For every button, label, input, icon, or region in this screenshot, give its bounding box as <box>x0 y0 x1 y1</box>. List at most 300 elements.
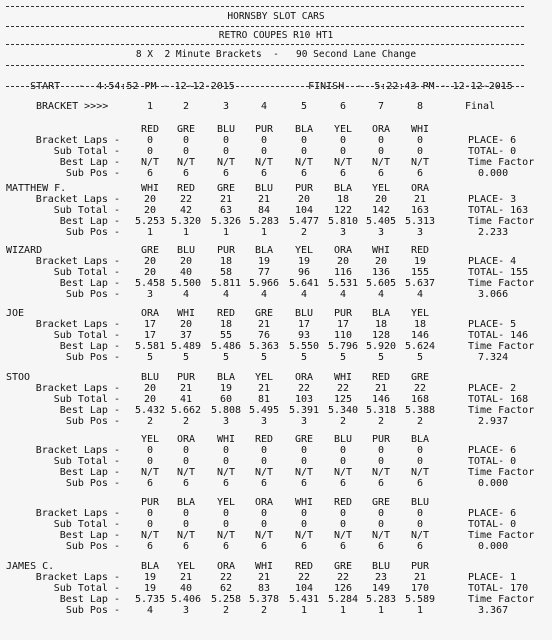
sub-total-value: 77 <box>257 267 271 278</box>
bracket-laps-value: 18 <box>413 319 427 330</box>
race-format: 8 X 2 Minute Brackets - 90 Second Lane Change <box>135 49 417 60</box>
sub-total-value: 170 <box>410 583 430 594</box>
best-lap-value: 5.283 <box>248 216 280 227</box>
sub-total-value: 0 <box>222 456 230 467</box>
bracket-laps-value: 0 <box>146 508 154 519</box>
sub-total-value: 41 <box>179 394 193 405</box>
best-lap-value: 5.808 <box>210 405 242 416</box>
best-lap-value: N/T <box>176 467 196 478</box>
time-factor-label: Time Factor <box>468 216 535 227</box>
lane-color: GRE <box>371 497 391 508</box>
sub-total-value: 0 <box>182 456 190 467</box>
sub-pos-value: 6 <box>182 168 190 179</box>
bracket-laps-value: 0 <box>377 445 385 456</box>
final-total: TOTAL- 0 <box>468 146 517 157</box>
bracket-laps-value: 21 <box>374 383 388 394</box>
sub-total-value: 0 <box>339 519 347 530</box>
bracket-laps-label: Bracket Laps - <box>35 194 120 205</box>
sub-total-value: 17 <box>143 330 157 341</box>
sub-pos-value: 6 <box>300 168 308 179</box>
sub-total-value: 0 <box>377 519 385 530</box>
sub-pos-label: Sub Pos - <box>65 416 120 427</box>
sub-pos-value: 6 <box>339 168 347 179</box>
sub-total-label: Sub Total - <box>53 519 120 530</box>
bracket-laps-value: 18 <box>336 194 350 205</box>
final-total: TOTAL- 170 <box>468 583 529 594</box>
sub-total-value: 60 <box>219 394 233 405</box>
bracket-laps-value: 18 <box>374 319 388 330</box>
sub-total-value: 0 <box>300 456 308 467</box>
best-lap-value: 5.589 <box>404 594 436 605</box>
lane-color: RED <box>140 124 160 135</box>
bracket-laps-value: 22 <box>219 572 233 583</box>
lane-color: GRE <box>294 434 314 445</box>
bracket-laps-label: Bracket Laps - <box>35 319 120 330</box>
sub-pos-value: 5 <box>300 352 308 363</box>
lane-color: PUR <box>176 372 196 383</box>
lane-color: RED <box>294 561 314 572</box>
final-header-label: Final <box>464 101 496 112</box>
bracket-laps-value: 0 <box>222 508 230 519</box>
sub-pos-label: Sub Pos - <box>65 541 120 552</box>
bracket-laps-value: 0 <box>300 135 308 146</box>
best-lap-value: 5.637 <box>404 278 436 289</box>
sub-total-value: 0 <box>182 519 190 530</box>
lane-color: ORA <box>294 372 314 383</box>
lane-color: WHI <box>140 183 160 194</box>
sub-pos-value: 3 <box>182 605 190 616</box>
best-lap-value: 5.458 <box>134 278 166 289</box>
final-place: PLACE- 4 <box>468 256 517 267</box>
best-lap-value: 5.253 <box>134 216 166 227</box>
bracket-laps-value: 22 <box>336 572 350 583</box>
lane-color: YEL <box>371 183 391 194</box>
sub-total-value: 0 <box>416 519 424 530</box>
best-lap-value: 5.811 <box>210 278 242 289</box>
lane-color: BLA <box>371 308 391 319</box>
bracket-laps-value: 19 <box>143 572 157 583</box>
lane-color: GRE <box>410 372 430 383</box>
best-lap-label: Best Lap - <box>59 467 120 478</box>
lane-color: RED <box>371 372 391 383</box>
sub-pos-value: 6 <box>146 478 154 489</box>
time-factor-value: 3.066 <box>478 289 509 300</box>
final-place: PLACE- 3 <box>468 194 517 205</box>
lane-color: YEL <box>140 434 160 445</box>
sub-pos-value: 2 <box>222 605 230 616</box>
sub-pos-value: 1 <box>339 605 347 616</box>
lane-color: WHI <box>371 245 391 256</box>
sub-pos-value: 6 <box>222 541 230 552</box>
bracket-laps-value: 22 <box>336 383 350 394</box>
lane-color: BLA <box>176 497 196 508</box>
sub-pos-value: 2 <box>146 416 154 427</box>
best-lap-value: 5.810 <box>327 216 359 227</box>
sub-pos-value: 5 <box>377 352 385 363</box>
lane-color: BLU <box>176 245 196 256</box>
best-lap-value: 5.320 <box>170 216 202 227</box>
lane-color: BLA <box>333 183 353 194</box>
lane-color: ORA <box>371 124 391 135</box>
bracket-laps-value: 21 <box>257 319 271 330</box>
best-lap-value: N/T <box>216 157 236 168</box>
best-lap-value: 5.284 <box>327 594 359 605</box>
sub-total-value: 146 <box>371 394 391 405</box>
sub-pos-value: 6 <box>182 478 190 489</box>
bracket-laps-label: Bracket Laps - <box>35 508 120 519</box>
sub-total-value: 0 <box>146 146 154 157</box>
bracket-laps-value: 0 <box>300 445 308 456</box>
driver-name: JOE <box>6 308 25 319</box>
sub-pos-value: 4 <box>377 289 385 300</box>
best-lap-value: 5.283 <box>365 594 397 605</box>
best-lap-value: 5.489 <box>170 341 202 352</box>
bracket-laps-value: 22 <box>413 383 427 394</box>
lane-color: RED <box>176 183 196 194</box>
sub-pos-value: 5 <box>182 352 190 363</box>
bracket-laps-label: Bracket Laps - <box>35 445 120 456</box>
sub-pos-value: 2 <box>377 416 385 427</box>
lane-color: PUR <box>371 434 391 445</box>
sub-total-label: Sub Total - <box>53 456 120 467</box>
sub-total-value: 146 <box>410 330 430 341</box>
bracket-laps-value: 19 <box>257 256 271 267</box>
bracket-laps-value: 17 <box>336 319 350 330</box>
sub-total-value: 0 <box>377 456 385 467</box>
sub-total-value: 0 <box>339 456 347 467</box>
sub-total-value: 0 <box>222 519 230 530</box>
lane-color: RED <box>254 434 274 445</box>
lane-color: GRE <box>176 124 196 135</box>
final-place: PLACE- 6 <box>468 135 517 146</box>
sub-total-value: 110 <box>333 330 353 341</box>
sub-total-value: 0 <box>182 146 190 157</box>
sub-total-value: 20 <box>143 394 157 405</box>
finish-time: FINISH - 5:22:43 PM - 12-12-2015 <box>308 81 513 92</box>
best-lap-value: 5.388 <box>404 405 436 416</box>
bracket-laps-value: 0 <box>339 445 347 456</box>
lane-color: BLU <box>140 372 160 383</box>
final-place: PLACE- 6 <box>468 445 517 456</box>
lane-color: GRE <box>333 561 353 572</box>
lane-color: BLU <box>371 561 391 572</box>
time-factor-value: 3.367 <box>478 605 509 616</box>
bracket-laps-value: 0 <box>339 508 347 519</box>
lane-color: YEL <box>333 124 353 135</box>
bracket-laps-value: 23 <box>374 572 388 583</box>
sub-pos-value: 4 <box>182 289 190 300</box>
sub-total-value: 163 <box>410 205 430 216</box>
time-factor-value: 2.937 <box>478 416 509 427</box>
sub-total-value: 42 <box>179 205 193 216</box>
sub-pos-value: 1 <box>222 227 230 238</box>
separator <box>6 65 524 66</box>
best-lap-value: 5.920 <box>365 341 397 352</box>
sub-pos-value: 6 <box>339 478 347 489</box>
best-lap-label: Best Lap - <box>59 594 120 605</box>
sub-pos-value: 5 <box>146 352 154 363</box>
time-factor-label: Time Factor <box>468 594 535 605</box>
best-lap-value: 5.605 <box>365 278 397 289</box>
sub-pos-value: 4 <box>339 289 347 300</box>
lane-color: RED <box>333 497 353 508</box>
bracket-laps-value: 21 <box>257 572 271 583</box>
sub-total-value: 81 <box>257 394 271 405</box>
bracket-laps-value: 0 <box>222 135 230 146</box>
bracket-laps-value: 21 <box>257 383 271 394</box>
best-lap-value: N/T <box>294 157 314 168</box>
bracket-laps-value: 19 <box>297 256 311 267</box>
sub-pos-value: 6 <box>260 478 268 489</box>
driver-name: JAMES C. <box>6 561 55 572</box>
sub-pos-value: 3 <box>260 416 268 427</box>
bracket-number-4: 4 <box>260 101 268 112</box>
best-lap-value: 5.406 <box>170 594 202 605</box>
finish-label: FINISH <box>308 81 345 92</box>
sub-total-value: 0 <box>222 146 230 157</box>
bracket-laps-value: 20 <box>143 194 157 205</box>
lane-color: PUR <box>333 308 353 319</box>
bracket-number-1: 1 <box>146 101 154 112</box>
best-lap-value: 5.378 <box>248 594 280 605</box>
time-factor-label: Time Factor <box>468 405 535 416</box>
best-lap-value: N/T <box>410 157 430 168</box>
sub-pos-value: 2 <box>300 227 308 238</box>
bracket-laps-value: 0 <box>182 445 190 456</box>
best-lap-value: 5.313 <box>404 216 436 227</box>
sub-total-value: 128 <box>371 330 391 341</box>
sub-pos-value: 3 <box>300 416 308 427</box>
sub-pos-value: 4 <box>300 289 308 300</box>
sub-pos-label: Sub Pos - <box>65 478 120 489</box>
best-lap-value: N/T <box>140 530 160 541</box>
final-place: PLACE- 5 <box>468 319 517 330</box>
sub-total-value: 0 <box>260 456 268 467</box>
sub-pos-value: 1 <box>300 605 308 616</box>
best-lap-value: N/T <box>333 467 353 478</box>
sub-total-value: 0 <box>377 146 385 157</box>
best-lap-value: N/T <box>254 530 274 541</box>
bracket-laps-value: 17 <box>143 319 157 330</box>
bracket-laps-value: 0 <box>416 135 424 146</box>
lane-color: YEL <box>216 497 236 508</box>
bracket-number-3: 3 <box>222 101 230 112</box>
sub-total-value: 0 <box>300 519 308 530</box>
sub-pos-value: 6 <box>416 541 424 552</box>
sub-pos-value: 2 <box>260 605 268 616</box>
sub-pos-value: 5 <box>339 352 347 363</box>
sub-total-value: 19 <box>143 583 157 594</box>
start-time: START - 4:54:52 PM - 12-12-2015 <box>30 81 235 92</box>
time-factor-label: Time Factor <box>468 157 535 168</box>
lane-color: WHI <box>410 124 430 135</box>
best-lap-value: N/T <box>294 467 314 478</box>
bracket-laps-value: 0 <box>377 135 385 146</box>
sub-total-value: 0 <box>260 146 268 157</box>
best-lap-value: N/T <box>216 467 236 478</box>
sub-total-value: 104 <box>294 583 314 594</box>
best-lap-value: 5.735 <box>134 594 166 605</box>
lane-color: BLU <box>333 434 353 445</box>
bracket-laps-value: 19 <box>219 383 233 394</box>
bracket-laps-value: 20 <box>143 383 157 394</box>
lane-color: ORA <box>254 497 274 508</box>
sub-total-value: 63 <box>219 205 233 216</box>
sub-pos-value: 6 <box>377 478 385 489</box>
bracket-laps-value: 0 <box>182 135 190 146</box>
bracket-laps-value: 0 <box>222 445 230 456</box>
sub-pos-value: 3 <box>222 416 230 427</box>
bracket-laps-value: 0 <box>260 135 268 146</box>
sub-total-value: 142 <box>371 205 391 216</box>
separator <box>6 26 524 27</box>
best-lap-value: N/T <box>333 530 353 541</box>
bracket-laps-value: 0 <box>260 508 268 519</box>
start-label: START <box>30 81 61 92</box>
sub-pos-value: 4 <box>146 605 154 616</box>
lane-color: RED <box>410 245 430 256</box>
bracket-laps-value: 20 <box>374 256 388 267</box>
sub-pos-value: 3 <box>416 227 424 238</box>
bracket-laps-value: 20 <box>143 256 157 267</box>
best-lap-value: N/T <box>333 157 353 168</box>
lane-color: ORA <box>333 245 353 256</box>
sub-total-value: 0 <box>260 519 268 530</box>
bracket-laps-value: 17 <box>297 319 311 330</box>
best-lap-label: Best Lap - <box>59 216 120 227</box>
sub-total-value: 0 <box>300 146 308 157</box>
final-total: TOTAL- 146 <box>468 330 529 341</box>
sub-pos-label: Sub Pos - <box>65 289 120 300</box>
sub-pos-value: 1 <box>260 227 268 238</box>
sub-pos-value: 2 <box>182 416 190 427</box>
lane-color: BLA <box>410 434 430 445</box>
event-title: HORNSBY SLOT CARS <box>227 11 325 22</box>
bracket-laps-value: 18 <box>219 319 233 330</box>
sub-total-value: 20 <box>143 267 157 278</box>
best-lap-value: 5.340 <box>327 405 359 416</box>
bracket-laps-label: Bracket Laps - <box>35 572 120 583</box>
sub-pos-value: 6 <box>260 168 268 179</box>
time-factor-label: Time Factor <box>468 530 535 541</box>
best-lap-label: Best Lap - <box>59 530 120 541</box>
sub-total-value: 103 <box>294 394 314 405</box>
bracket-laps-value: 19 <box>413 256 427 267</box>
finish-value: 5:22:43 PM - 12-12-2015 <box>374 81 513 92</box>
driver-name: MATTHEW F. <box>6 183 67 194</box>
sub-total-label: Sub Total - <box>53 146 120 157</box>
sub-pos-value: 3 <box>146 289 154 300</box>
best-lap-value: 5.486 <box>210 341 242 352</box>
sub-total-value: 62 <box>219 583 233 594</box>
separator <box>6 6 524 7</box>
driver-name: WIZARD <box>6 245 43 256</box>
sub-pos-value: 5 <box>416 352 424 363</box>
bracket-laps-value: 0 <box>339 135 347 146</box>
separator <box>6 86 524 87</box>
lane-color: BLA <box>140 561 160 572</box>
bracket-laps-label: Bracket Laps - <box>35 383 120 394</box>
lane-color: PUR <box>410 561 430 572</box>
sub-total-label: Sub Total - <box>53 267 120 278</box>
lane-color: YEL <box>254 372 274 383</box>
sub-total-value: 168 <box>410 394 430 405</box>
best-lap-value: N/T <box>410 530 430 541</box>
lane-color: YEL <box>294 245 314 256</box>
bracket-laps-value: 21 <box>179 383 193 394</box>
sub-total-value: 96 <box>297 267 311 278</box>
best-lap-value: 5.326 <box>210 216 242 227</box>
lane-color: BLU <box>216 124 236 135</box>
sub-total-value: 40 <box>179 583 193 594</box>
bracket-number-2: 2 <box>182 101 190 112</box>
driver-name: STOO <box>6 372 31 383</box>
sub-pos-value: 6 <box>182 541 190 552</box>
separator <box>6 44 524 45</box>
sub-pos-value: 1 <box>416 605 424 616</box>
final-place: PLACE- 1 <box>468 572 517 583</box>
sub-total-value: 55 <box>219 330 233 341</box>
sub-pos-value: 6 <box>260 541 268 552</box>
bracket-laps-value: 20 <box>179 319 193 330</box>
bracket-number-6: 6 <box>339 101 347 112</box>
bracket-laps-value: 21 <box>413 194 427 205</box>
sub-total-value: 20 <box>143 205 157 216</box>
best-lap-label: Best Lap - <box>59 278 120 289</box>
sub-pos-label: Sub Pos - <box>65 605 120 616</box>
bracket-laps-value: 0 <box>377 508 385 519</box>
lane-color: WHI <box>333 372 353 383</box>
sub-pos-value: 4 <box>416 289 424 300</box>
sub-pos-value: 1 <box>377 605 385 616</box>
lane-color: BLU <box>294 308 314 319</box>
sub-pos-value: 6 <box>416 478 424 489</box>
sub-total-value: 37 <box>179 330 193 341</box>
sub-total-value: 126 <box>333 583 353 594</box>
bracket-laps-value: 0 <box>300 508 308 519</box>
best-lap-value: 5.796 <box>327 341 359 352</box>
time-factor-value: 0.000 <box>478 168 509 179</box>
sub-pos-value: 5 <box>260 352 268 363</box>
sub-total-label: Sub Total - <box>53 394 120 405</box>
bracket-laps-value: 22 <box>297 383 311 394</box>
best-lap-value: 5.391 <box>288 405 320 416</box>
best-lap-value: 5.550 <box>288 341 320 352</box>
best-lap-value: N/T <box>371 530 391 541</box>
final-total: TOTAL- 163 <box>468 205 529 216</box>
bracket-laps-value: 20 <box>374 194 388 205</box>
bracket-laps-value: 20 <box>336 256 350 267</box>
bracket-laps-value: 21 <box>179 572 193 583</box>
bracket-laps-value: 21 <box>257 194 271 205</box>
sub-total-value: 0 <box>416 456 424 467</box>
lane-color: PUR <box>294 183 314 194</box>
lane-color: PUR <box>254 124 274 135</box>
bracket-number-8: 8 <box>416 101 424 112</box>
best-lap-value: 5.363 <box>248 341 280 352</box>
best-lap-value: N/T <box>254 467 274 478</box>
lane-color: RED <box>216 308 236 319</box>
sub-total-label: Sub Total - <box>53 330 120 341</box>
best-lap-value: N/T <box>176 157 196 168</box>
best-lap-value: 5.405 <box>365 216 397 227</box>
final-total: TOTAL- 0 <box>468 519 517 530</box>
best-lap-value: 5.581 <box>134 341 166 352</box>
sub-pos-value: 6 <box>146 168 154 179</box>
lane-color: WHI <box>216 434 236 445</box>
sub-total-value: 149 <box>371 583 391 594</box>
best-lap-value: 5.531 <box>327 278 359 289</box>
